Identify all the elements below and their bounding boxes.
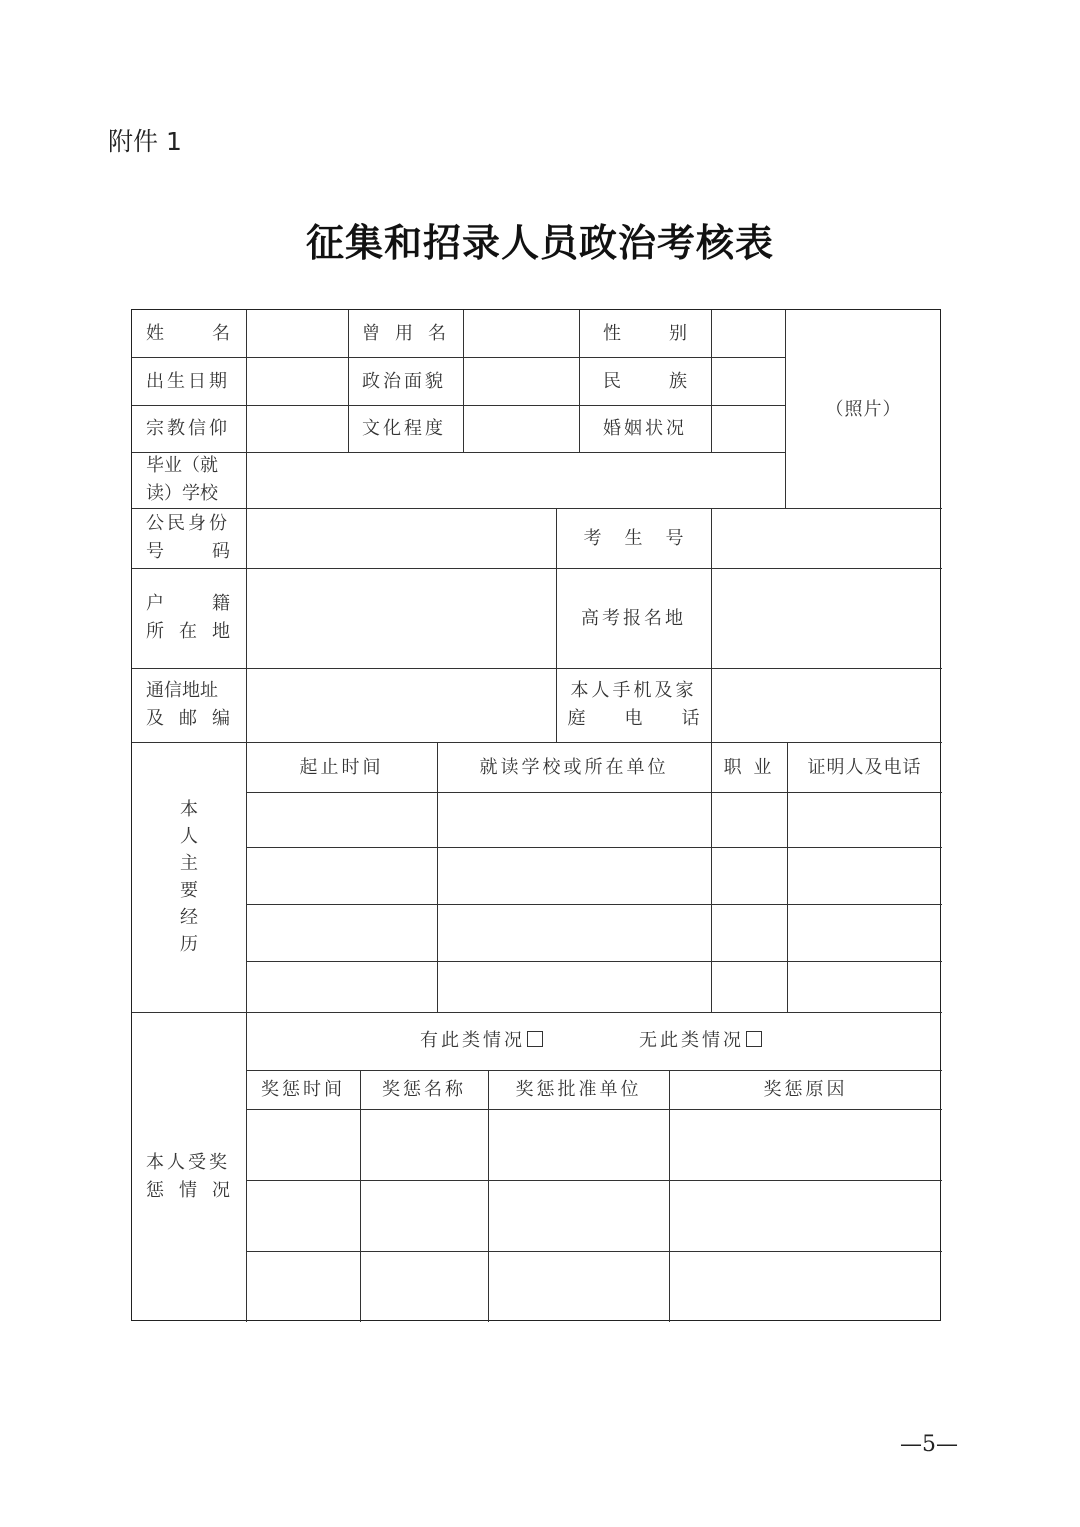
no-case-checkbox[interactable] [746,1031,762,1047]
has-case-option[interactable] [420,1027,543,1054]
gender-field[interactable] [711,310,785,357]
has-case-label: 有此类情况 [420,1030,525,1051]
label-birth-date: 出生日期 [146,370,230,392]
political-status-field[interactable] [463,357,579,405]
table-row[interactable] [246,847,942,904]
experience-header-occupation: 职 业 [723,756,775,778]
experience-header-school: 就读学校或所在单位 [479,756,669,778]
label-political-status: 政治面貌 [362,370,446,392]
page-number: —5— [900,1432,958,1457]
photo-label: （照片） [825,398,902,420]
awards-header-time: 奖惩时间 [261,1079,345,1100]
label-gender: 性 别 [603,323,687,344]
table-row[interactable] [246,1180,942,1251]
no-case-label: 无此类情况 [639,1030,744,1051]
marital-status-field[interactable] [711,405,785,452]
address-field[interactable] [246,668,556,742]
label-name: 姓 名 [146,323,230,344]
table-row[interactable] [246,1251,942,1322]
table-row[interactable] [246,904,942,961]
exam-number-field[interactable] [711,508,942,568]
attachment-label: 附件 1 [108,127,182,156]
label-exam-location: 高考报名地 [581,607,686,629]
no-case-option[interactable] [639,1027,762,1054]
label-school: 毕业（就 读）学校 [146,455,218,504]
label-former-name: 曾 用 名 [362,323,446,344]
exam-location-field[interactable] [711,568,942,668]
religion-field[interactable] [246,405,348,452]
education-field[interactable] [463,405,579,452]
awards-header-authority: 奖惩批准单位 [515,1079,642,1100]
page-title: 征集和招录人员政治考核表 [305,220,774,265]
experience-header-period: 起止时间 [299,756,384,778]
table-row[interactable] [246,792,942,847]
table-row[interactable] [246,961,942,1012]
photo-box[interactable] [785,310,942,508]
awards-header-name: 奖惩名称 [382,1079,466,1100]
label-religion: 宗教信仰 [146,418,230,439]
has-case-checkbox[interactable] [527,1031,543,1047]
label-education: 文化程度 [362,418,446,439]
awards-case-row [246,1012,942,1070]
id-number-field[interactable] [246,508,556,568]
label-exam-number: 考 生 号 [583,527,684,549]
school-field[interactable] [246,452,785,508]
label-phone: 本人手机及家 庭 电 话 [567,680,700,729]
experience-header-witness: 证明人及电话 [807,756,922,778]
phone-field[interactable] [711,668,942,742]
experience-section-label: 本 人 主 要 经 历 [180,799,198,955]
label-marital-status: 婚姻状况 [603,418,687,439]
awards-section-label: 本人受奖 惩 情 况 [146,1152,230,1201]
former-name-field[interactable] [463,310,579,357]
label-id-number: 公民身份 号 码 [146,513,230,562]
label-household: 户 籍 所 在 地 [146,593,230,642]
name-field[interactable] [246,310,348,357]
political-review-form [131,309,941,1321]
label-ethnicity: 民 族 [603,370,687,392]
household-field[interactable] [246,568,556,668]
ethnicity-field[interactable] [711,357,785,405]
birth-date-field[interactable] [246,357,348,405]
awards-header-reason: 奖惩原因 [763,1079,848,1100]
table-row[interactable] [246,1109,942,1180]
label-address: 通信地址 及 邮 编 [146,680,230,729]
